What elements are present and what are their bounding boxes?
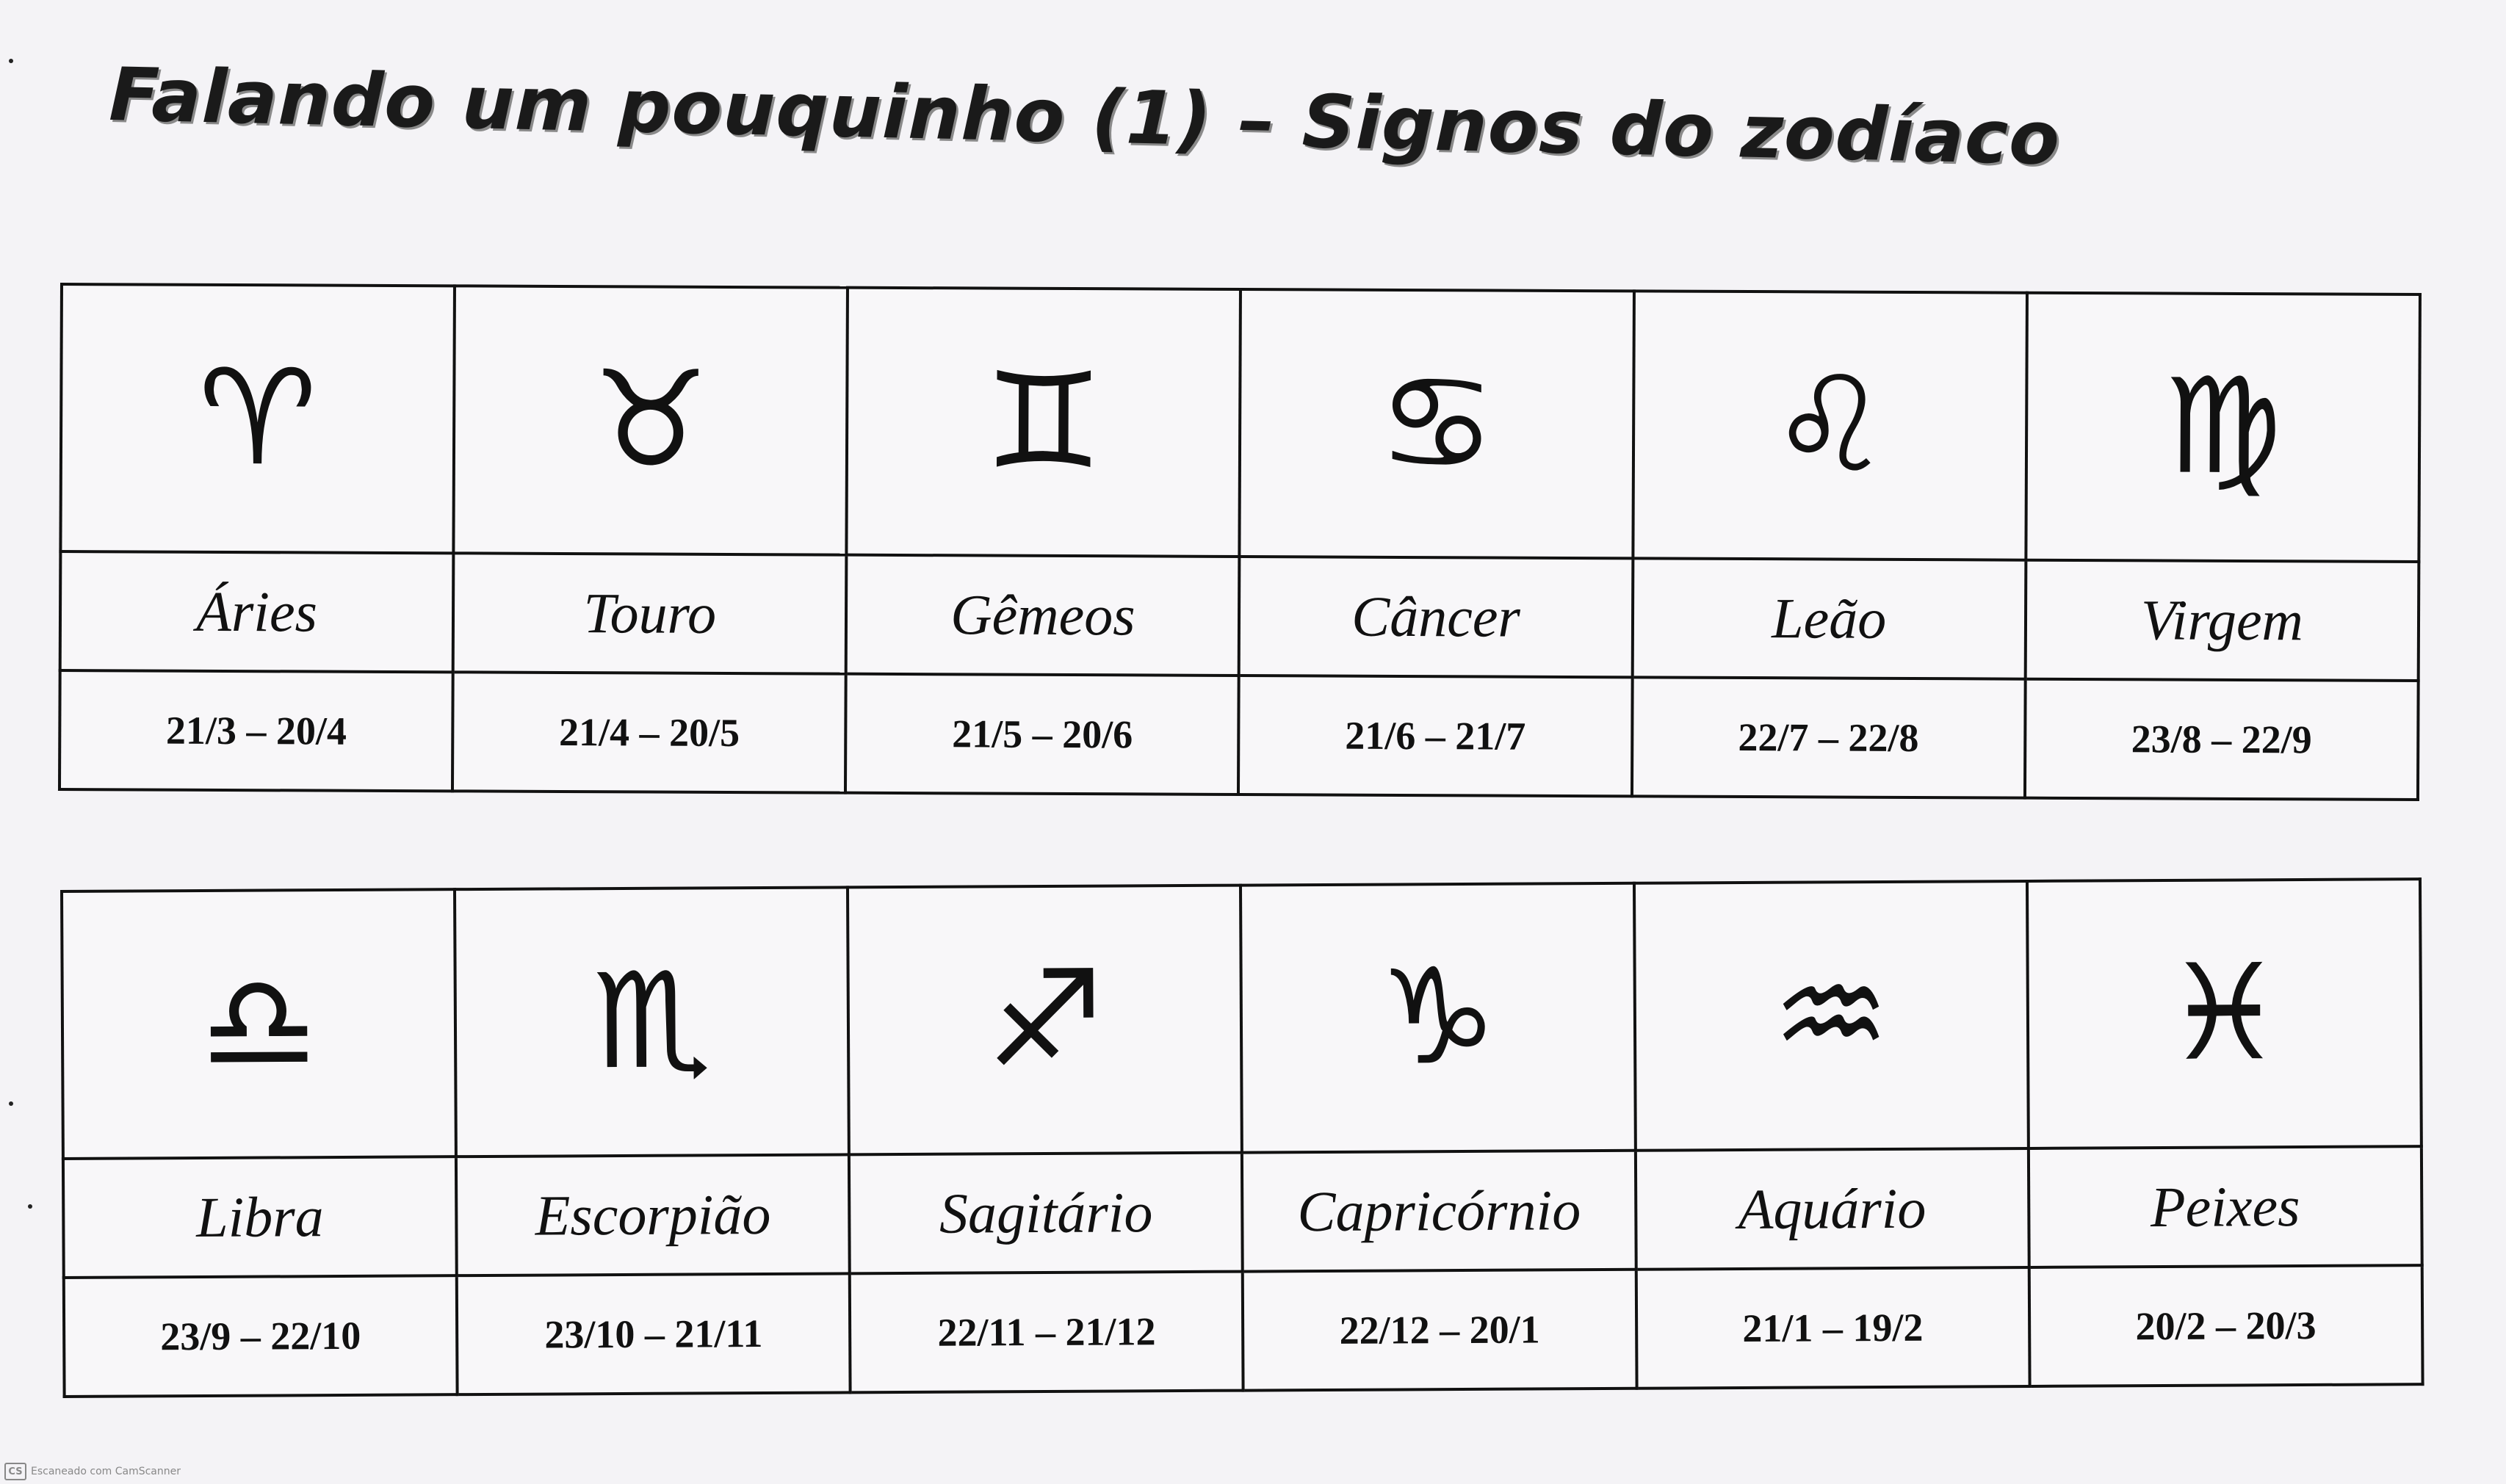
date-cell [2029,1265,2423,1386]
sign-name-aquarius: Aquário [1738,1176,1927,1242]
name-cell [2025,560,2419,681]
date-cell [2025,679,2419,800]
scan-speck [9,59,13,63]
pisces-icon: ♓ [2164,936,2284,1090]
date-cell [1632,677,2026,797]
symbol-cell [60,284,455,553]
name-cell [849,1153,1243,1274]
zodiac-table-2 [60,877,2424,1398]
date-cell [1636,1267,2029,1389]
sign-dates-aquarius: 21/1 – 19/2 [1742,1305,1924,1351]
name-cell [60,551,454,672]
sign-name-pisces: Peixes [2150,1174,2300,1239]
scan-speck [28,1204,32,1209]
symbol-cell [848,886,1242,1155]
camscanner-logo-icon: CS [4,1463,26,1480]
sign-name-scorpio: Escorpião [535,1181,771,1248]
symbol-cell [1634,881,2029,1151]
gemini-icon: ♊ [983,344,1104,499]
name-cell [1636,1148,2029,1270]
name-cell [1239,557,1633,677]
sign-name-cancer: Câncer [1351,584,1521,649]
date-cell [452,672,846,792]
symbol-cell [1633,291,2027,560]
symbol-cell [1241,883,1635,1153]
zodiac-table-1 [58,283,2422,801]
sign-dates-leo: 22/7 – 22/8 [1738,714,1919,761]
libra-icon: ♎ [199,946,319,1101]
virgo-icon: ♍ [2163,350,2283,504]
symbol-cell [1240,289,1634,558]
date-cell [1238,676,1632,796]
aries-icon: ♈ [198,341,317,496]
sign-dates-virgo: 23/8 – 22/9 [2131,717,2312,762]
date-cell [457,1273,851,1394]
sign-name-sagittarius: Sagitário [939,1180,1153,1245]
sign-name-libra: Libra [195,1184,324,1250]
sign-dates-scorpio: 23/10 – 21/11 [544,1311,763,1357]
symbol-cell [62,889,456,1159]
sign-dates-taurus: 21/4 – 20/5 [558,709,740,756]
sagittarius-icon: ♐ [985,942,1105,1097]
name-row [63,1146,2422,1278]
name-cell [1632,558,2026,678]
date-cell [850,1272,1243,1393]
scanner-watermark [4,1463,181,1480]
sign-name-aries: Áries [196,579,318,644]
symbol-cell [847,288,1241,557]
watermark-text: Escaneado com CamScanner [31,1466,181,1477]
sign-name-capricorn: Capricórnio [1297,1178,1581,1244]
sign-name-virgo: Virgem [2140,587,2304,653]
name-cell [2029,1146,2422,1267]
sign-name-taurus: Touro [583,581,717,645]
name-row [60,551,2419,681]
sign-dates-aries: 21/3 – 20/4 [165,708,347,753]
symbol-cell [454,286,848,554]
sign-name-leo: Leão [1772,586,1887,651]
date-cell [845,674,1239,795]
name-cell [846,555,1240,676]
sign-dates-sagittarius: 22/11 – 21/12 [937,1309,1156,1355]
capricorn-icon: ♑ [1378,940,1498,1095]
leo-icon: ♌ [1770,348,1890,502]
symbol-cell [2027,879,2422,1148]
page-title: Falando um pouquinho (1) – Signos do zodíaco [108,51,2062,182]
sign-dates-libra: 23/9 – 22/10 [160,1313,361,1359]
aquarius-icon: ♒ [1771,938,1891,1093]
taurus-icon: ♉ [591,343,711,497]
date-cell [64,1275,458,1397]
symbol-cell [2026,293,2420,562]
name-cell [1242,1151,1636,1272]
date-row [64,1265,2423,1397]
sign-name-gemini: Gêmeos [950,582,1135,648]
sign-dates-cancer: 21/6 – 21/7 [1345,713,1526,759]
date-row [59,670,2419,800]
scan-speck [9,1101,13,1106]
name-cell [63,1157,457,1278]
date-cell [59,670,453,791]
sign-dates-pisces: 20/2 – 20/3 [2135,1303,2317,1349]
symbol-row [62,879,2422,1159]
sign-dates-capricorn: 22/12 – 20/1 [1339,1307,1540,1353]
scorpio-icon: ♏ [592,944,712,1099]
date-cell [1243,1270,1636,1391]
sign-dates-gemini: 21/5 – 20/6 [952,712,1133,757]
symbol-row [60,284,2420,562]
name-cell [456,1154,850,1275]
cancer-icon: ♋ [1377,346,1497,501]
symbol-cell [455,887,849,1157]
name-cell [453,553,847,673]
